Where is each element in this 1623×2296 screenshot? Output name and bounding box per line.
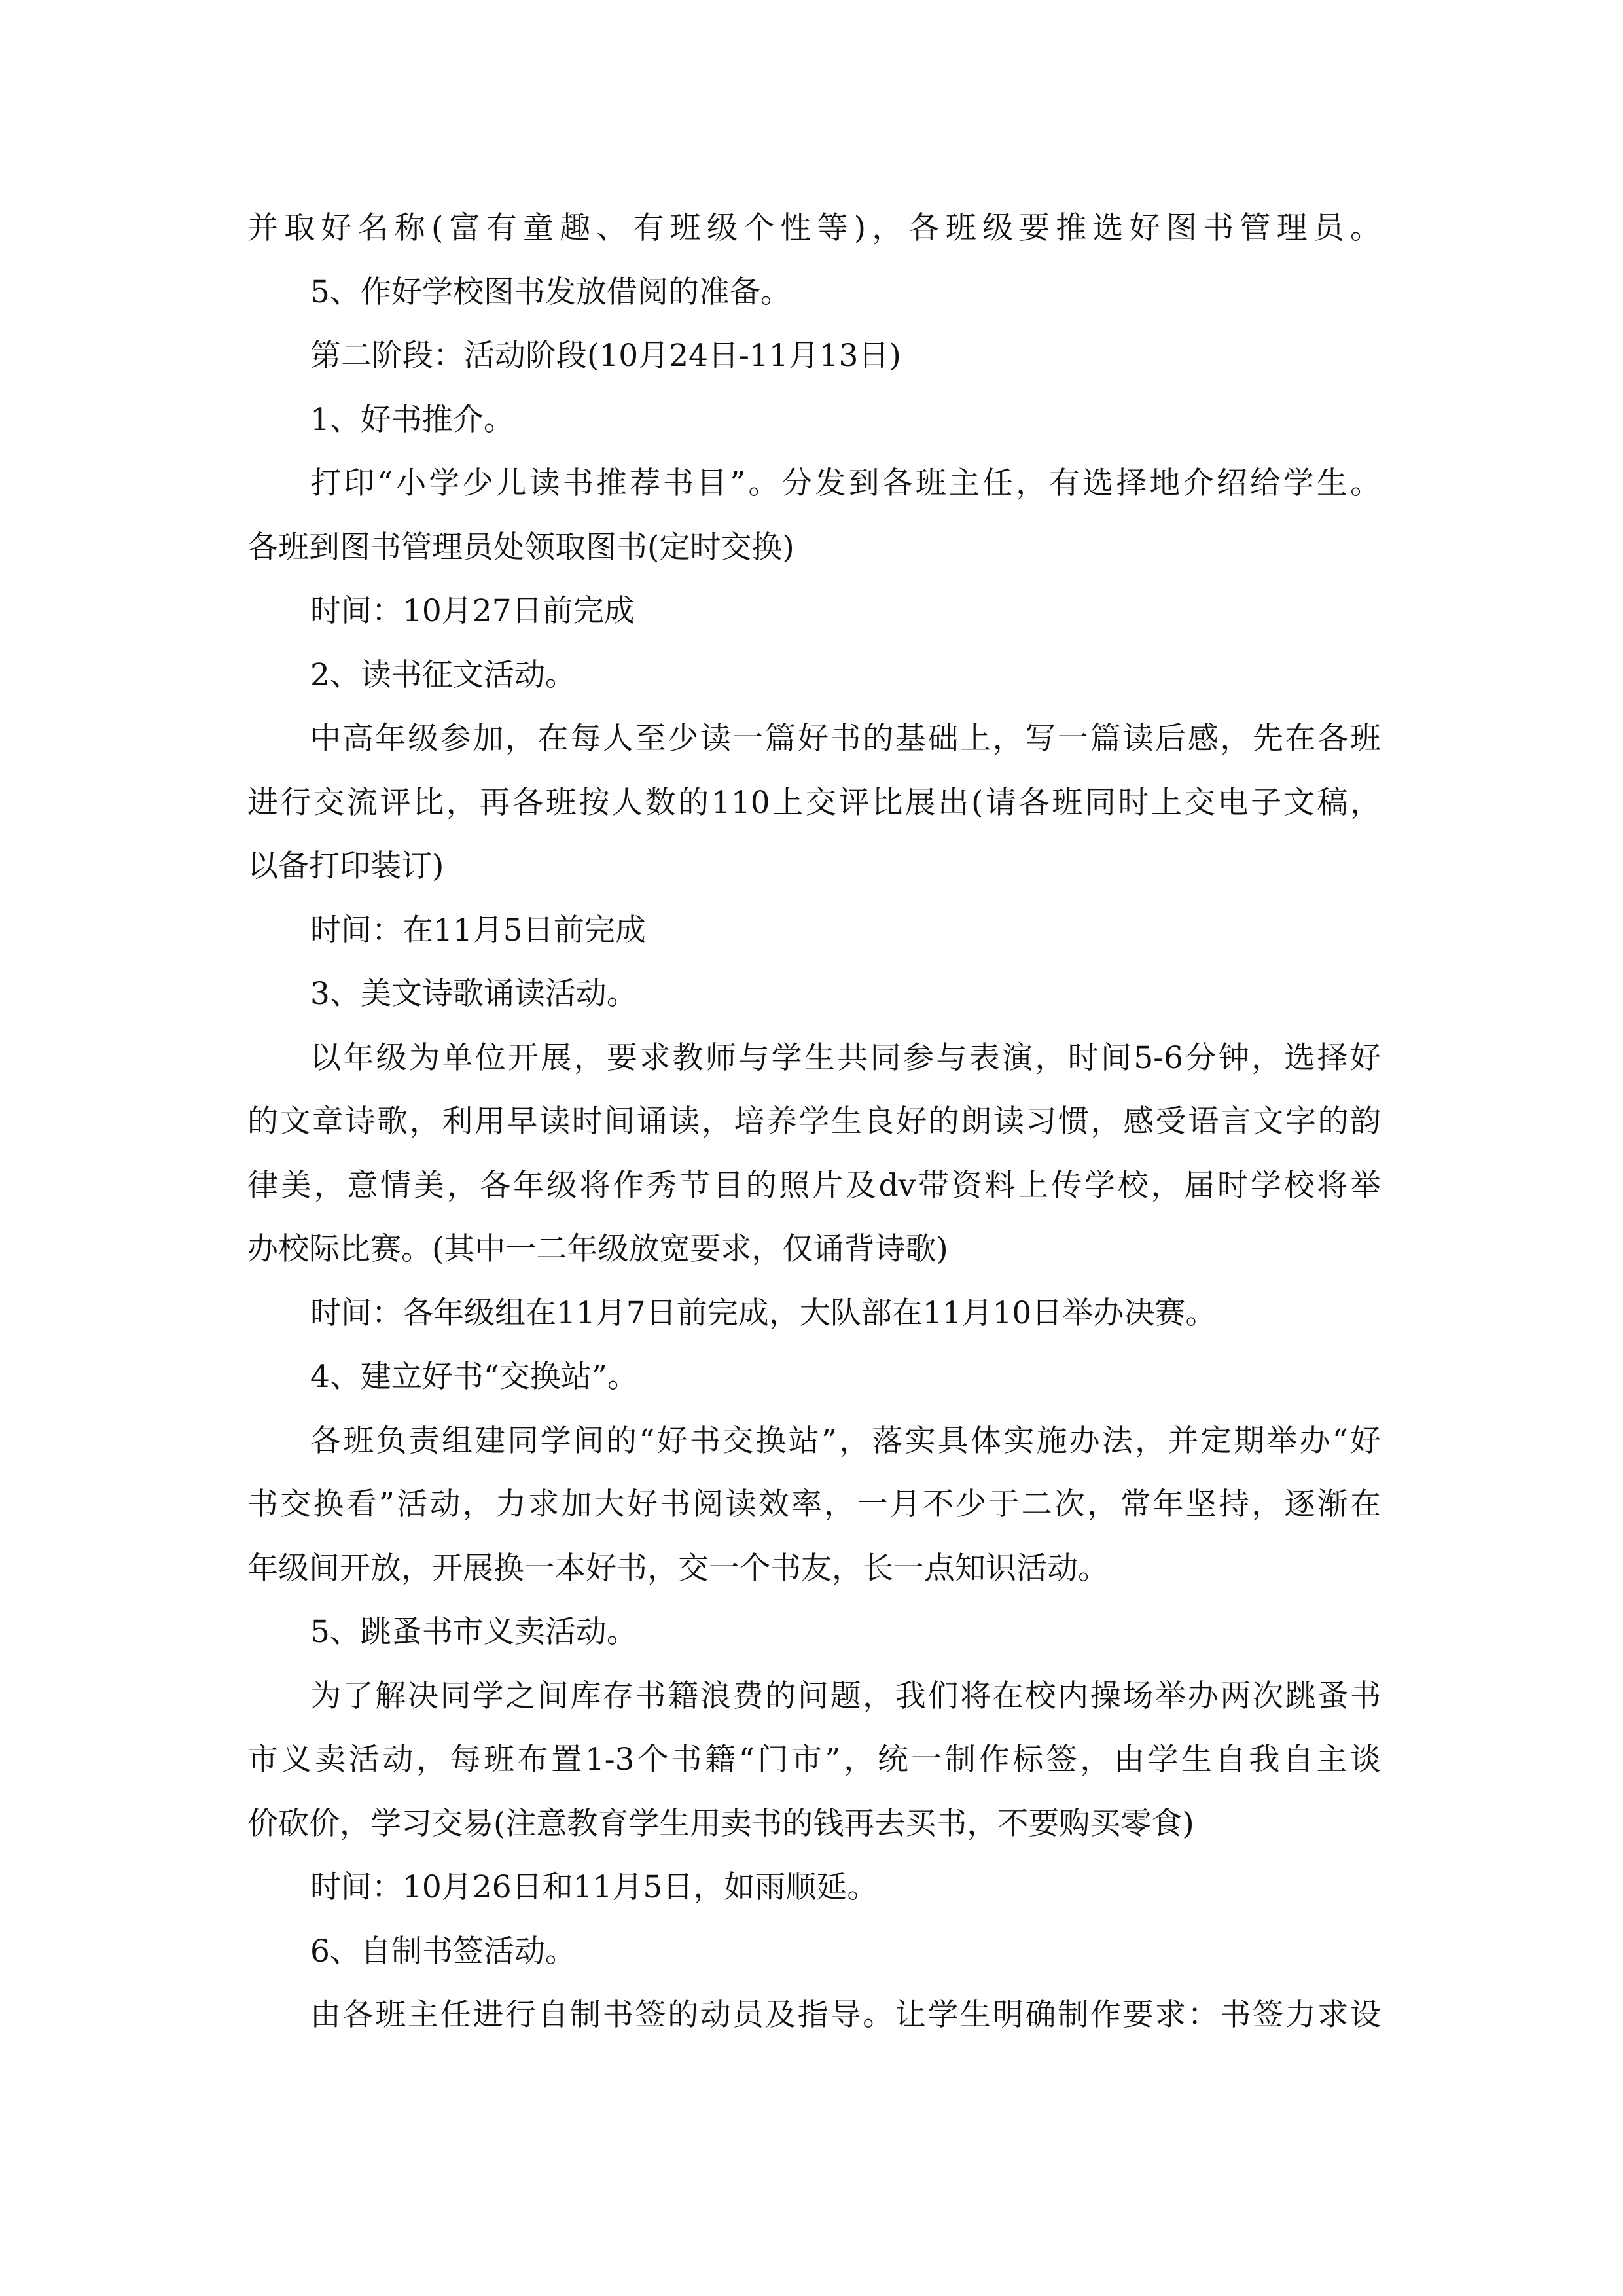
paragraph-line: 为了解决同学之间库存书籍浪费的问题，我们将在校内操场举办两次跳蚤书 bbox=[310, 1677, 1381, 1714]
time-line: 时间：各年级组在11月7日前完成，大队部在11月10日举办决赛。 bbox=[310, 1295, 1217, 1331]
paragraph-line: 书交换看”活动，力求加大好书阅读效率，一月不少于二次，常年坚持，逐渐在 bbox=[247, 1486, 1381, 1522]
paragraph-line: 进行交流评比，再各班按人数的110上交评比展出(请各班同时上交电子文稿， bbox=[247, 784, 1381, 821]
paragraph-line: 以备打印装订) bbox=[247, 848, 444, 884]
list-item-heading: 6、自制书签活动。 bbox=[310, 1933, 576, 1969]
paragraph-line: 办校际比赛。(其中一二年级放宽要求，仅诵背诗歌) bbox=[247, 1231, 948, 1267]
list-item-heading: 3、美文诗歌诵读活动。 bbox=[310, 976, 637, 1012]
time-line: 时间：10月27日前完成 bbox=[310, 593, 635, 629]
list-item-heading: 1、好书推介。 bbox=[310, 401, 514, 438]
list-item-heading: 4、建立好书“交换站”。 bbox=[310, 1359, 638, 1395]
paragraph-line: 各班负责组建同学间的“好书交换站”，落实具体实施办法，并定期举办“好 bbox=[310, 1422, 1381, 1459]
paragraph-line: 律美，意情美，各年级将作秀节目的照片及dv带资料上传学校，届时学校将举 bbox=[247, 1167, 1381, 1204]
list-item-heading: 5、跳蚤书市义卖活动。 bbox=[310, 1614, 637, 1650]
time-line: 时间：10月26日和11月5日，如雨顺延。 bbox=[310, 1869, 878, 1905]
section-heading: 第二阶段：活动阶段(10月24日-11月13日) bbox=[310, 338, 901, 374]
document-body bbox=[247, 196, 1381, 2047]
paragraph-line: 的文章诗歌，利用早读时间诵读，培养学生良好的朗读习惯，感受语言文字的韵 bbox=[247, 1103, 1381, 1139]
paragraph-line: 以年级为单位开展，要求教师与学生共同参与表演，时间5-6分钟，选择好 bbox=[310, 1039, 1381, 1076]
paragraph-line: 中高年级参加，在每人至少读一篇好书的基础上，写一篇读后感，先在各班 bbox=[310, 721, 1381, 757]
paragraph-line: 价砍价，学习交易(注意教育学生用卖书的钱再去买书，不要购买零食) bbox=[247, 1805, 1194, 1842]
paragraph-line: 由各班主任进行自制书签的动员及指导。让学生明确制作要求：书签力求设 bbox=[310, 1997, 1381, 2033]
paragraph-line: 市义卖活动，每班布置1-3个书籍“门市”，统一制作标签，由学生自我自主谈 bbox=[247, 1742, 1381, 1778]
list-item: 5、作好学校图书发放借阅的准备。 bbox=[310, 274, 791, 310]
paragraph-line: 各班到图书管理员处领取图书(定时交换) bbox=[247, 529, 794, 565]
paragraph-line: 打印“小学少儿读书推荐书目”。分发到各班主任，有选择地介绍给学生。 bbox=[310, 465, 1381, 501]
paragraph-line: 并取好名称(富有童趣、有班级个性等)，各班级要推选好图书管理员。 bbox=[247, 210, 1381, 246]
paragraph-line: 年级间开放，开展换一本好书，交一个书友，长一点知识活动。 bbox=[247, 1550, 1109, 1587]
list-item-heading: 2、读书征文活动。 bbox=[310, 656, 576, 693]
time-line: 时间：在11月5日前完成 bbox=[310, 912, 646, 948]
